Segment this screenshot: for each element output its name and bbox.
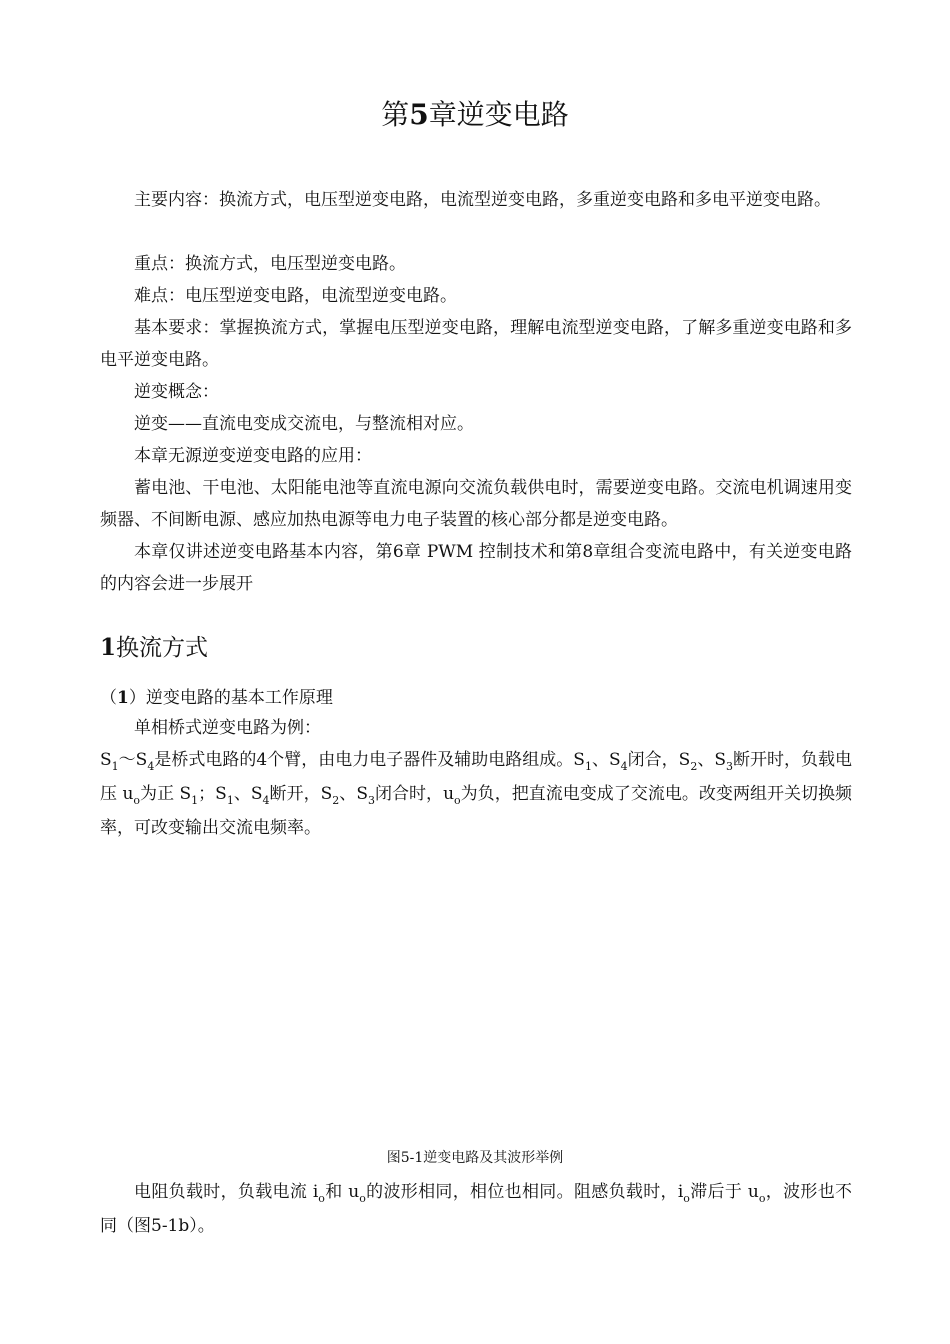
requirements-paragraph: 基本要求：掌握换流方式，掌握电压型逆变电路，理解电流型逆变电路，了解多重逆变电路和多电平逆变电路。 [100, 318, 852, 370]
key-points-paragraph: 重点：换流方式，电压型逆变电路。 [134, 254, 406, 274]
section-title: 换流方式 [116, 635, 209, 661]
title-prefix: 第 [381, 98, 410, 131]
application-label: 本章无源逆变逆变电路的应用： [134, 446, 372, 466]
concept-label: 逆变概念： [134, 382, 219, 402]
subsection-number: 1 [117, 688, 129, 708]
figure-caption: 图5-1逆变电路及其波形举例 [386, 1150, 564, 1166]
scope-paragraph: 本章仅讲述逆变电路基本内容，第6章 PWM 控制技术和第8章组合变流电路中，有关逆变电路的内容会进一步展开 [100, 542, 852, 594]
title-text: 章逆变电路 [428, 98, 569, 131]
main-content-paragraph: 主要内容：换流方式，电压型逆变电路，电流型逆变电路，多重逆变电路和多电平逆变电路。 [134, 190, 831, 210]
application-paragraph: 蓄电池、干电池、太阳能电池等直流电源向交流负载供电时，需要逆变电路。交流电机调速用变频器、不间断电源、感应加热电源等电力电子装置的核心部分都是逆变电路。 [100, 478, 852, 530]
subsection-title: 逆变电路的基本工作原理 [145, 688, 333, 708]
figure-placeholder [100, 850, 852, 1130]
section-number: 1 [100, 634, 117, 661]
load-current-paragraph: 电阻负载时，负载电流 $i_o$和 $u_o$的波形相同，相位也相同。阻感负载时，$i_o$滞后于 $u_o$，波形也不同（图5-1b）。 [100, 1182, 853, 1236]
chapter-title [0, 96, 950, 134]
working-principle-paragraph: $S_1\sim S_4$是桥式电路的4个臂，由电力电子器件及辅助电路组成。$S_1$、$S_4$闭合，$S_2$、$S_3$断开时，负载电压 $u_o$为正 $S_1$；$S_1$、$S_4$断开，$S_2$、$S_3$闭合时，$u_o$为负，把直流电变成了交流电。改变两组开关切换频率，可改变输出交流电频率。 [100, 750, 853, 838]
subsection-heading: （1）逆变电路的基本工作原理 [100, 688, 333, 708]
section-heading [100, 632, 208, 664]
title-chapter-number: 5 [409, 98, 429, 131]
example-intro: 单相桥式逆变电路为例： [134, 718, 321, 738]
concept-definition: 逆变——直流电变成交流电，与整流相对应。 [134, 414, 474, 434]
difficulties-paragraph: 难点：电压型逆变电路，电流型逆变电路。 [134, 286, 457, 306]
